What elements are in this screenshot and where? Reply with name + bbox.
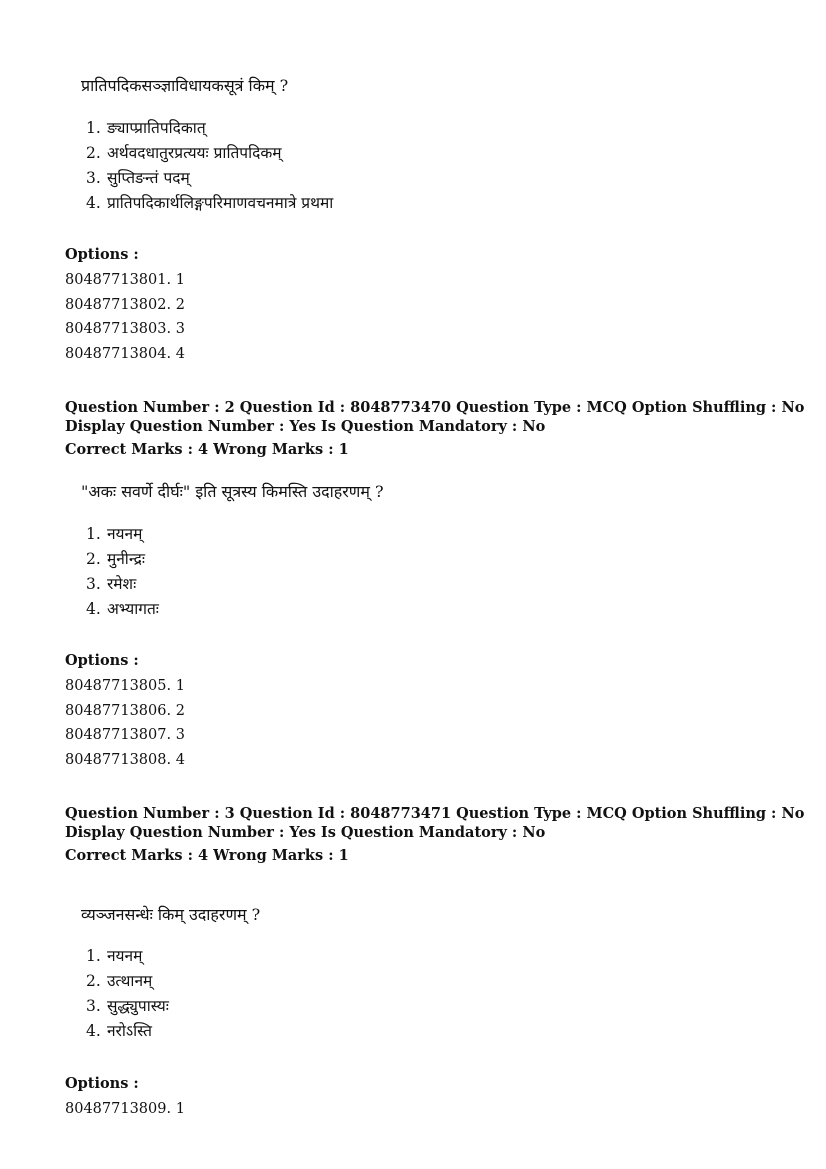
choice-item [86, 572, 159, 597]
choice-item [86, 166, 333, 191]
choice-text: रमेशः [106, 575, 137, 593]
question-1-options [65, 268, 185, 366]
choice-item [86, 141, 333, 166]
choice-item [86, 944, 169, 969]
question-2-options-label: Options : [65, 652, 139, 669]
option-id: 80487713802. 2 [65, 296, 185, 313]
question-3-options-label: Options : [65, 1075, 139, 1092]
question-3-text: व्यञ्जनसन्धेः किम् उदाहरणम् ? [81, 905, 261, 924]
choice-text: मुनीन्द्रः [106, 550, 145, 568]
choice-item [86, 116, 333, 141]
choice-text: उत्थानम् [106, 972, 153, 990]
option-id: 80487713808. 4 [65, 751, 185, 768]
option-id: 80487713804. 4 [65, 345, 185, 362]
question-2-meta-line-1: Question Number : 2 Question Id : 8048773470 Question Type : MCQ Option Shuffling : No [65, 399, 805, 416]
choice-text: अभ्यागतः [106, 600, 159, 618]
choice-number: 1. [86, 525, 101, 543]
choice-text: अर्थवदधातुरप्रत्ययः प्रातिपदिकम् [106, 144, 282, 162]
choice-text: नयनम् [106, 947, 143, 965]
choice-text: सुप्तिङन्तं पदम् [106, 169, 190, 187]
option-id: 80487713801. 1 [65, 272, 185, 288]
choice-number: 2. [86, 144, 101, 162]
choice-number: 4. [86, 194, 101, 212]
choice-text: सुद्ध्युपास्यः [106, 997, 169, 1015]
choice-number: 4. [86, 1022, 101, 1040]
choice-number: 1. [86, 947, 101, 965]
choice-text: ङ्याप्प्रातिपदिकात् [106, 119, 206, 137]
choice-number: 4. [86, 600, 101, 618]
question-3-choices [86, 944, 169, 1044]
choice-text: नरोऽस्ति [106, 1022, 153, 1040]
option-id: 80487713807. 3 [65, 727, 185, 743]
option-id: 80487713809. 1 [65, 1101, 185, 1117]
choice-number: 3. [86, 997, 101, 1015]
question-2-choices [86, 522, 159, 622]
choice-text: नयनम् [106, 525, 143, 543]
question-3-meta-line-2: Display Question Number : Yes Is Question Mandatory : No [65, 824, 546, 841]
question-2-marks: Correct Marks : 4 Wrong Marks : 1 [65, 441, 349, 458]
choice-item [86, 1019, 169, 1044]
question-1-options-label: Options : [65, 246, 139, 263]
choice-item [86, 597, 159, 622]
question-3-marks: Correct Marks : 4 Wrong Marks : 1 [65, 847, 349, 864]
choice-number: 2. [86, 550, 101, 568]
choice-number: 2. [86, 972, 101, 990]
choice-number: 3. [86, 575, 101, 593]
option-id: 80487713803. 3 [65, 321, 185, 337]
choice-item [86, 547, 159, 572]
question-2-text: "अकः सवर्णे दीर्घः" इति सूत्रस्य किमस्ति उदाहरणम् ? [81, 482, 384, 501]
question-2-meta-line-2: Display Question Number : Yes Is Question Mandatory : No [65, 418, 546, 435]
question-2-options [65, 674, 185, 772]
choice-number: 3. [86, 169, 101, 187]
question-1-choices [86, 116, 333, 216]
choice-item [86, 191, 333, 216]
choice-number: 1. [86, 119, 101, 137]
question-1-text: प्रातिपदिकसञ्ज्ञाविधायकसूत्रं किम् ? [81, 76, 289, 95]
option-id: 80487713805. 1 [65, 678, 185, 694]
choice-text: प्रातिपदिकार्थलिङ्गपरिमाणवचनमात्रे प्रथमा [106, 194, 334, 212]
question-3-meta-line-1: Question Number : 3 Question Id : 8048773471 Question Type : MCQ Option Shuffling : No [65, 805, 805, 822]
choice-item [86, 994, 169, 1019]
question-3-options [65, 1097, 185, 1122]
option-id: 80487713806. 2 [65, 702, 185, 719]
choice-item [86, 522, 159, 547]
choice-item [86, 969, 169, 994]
